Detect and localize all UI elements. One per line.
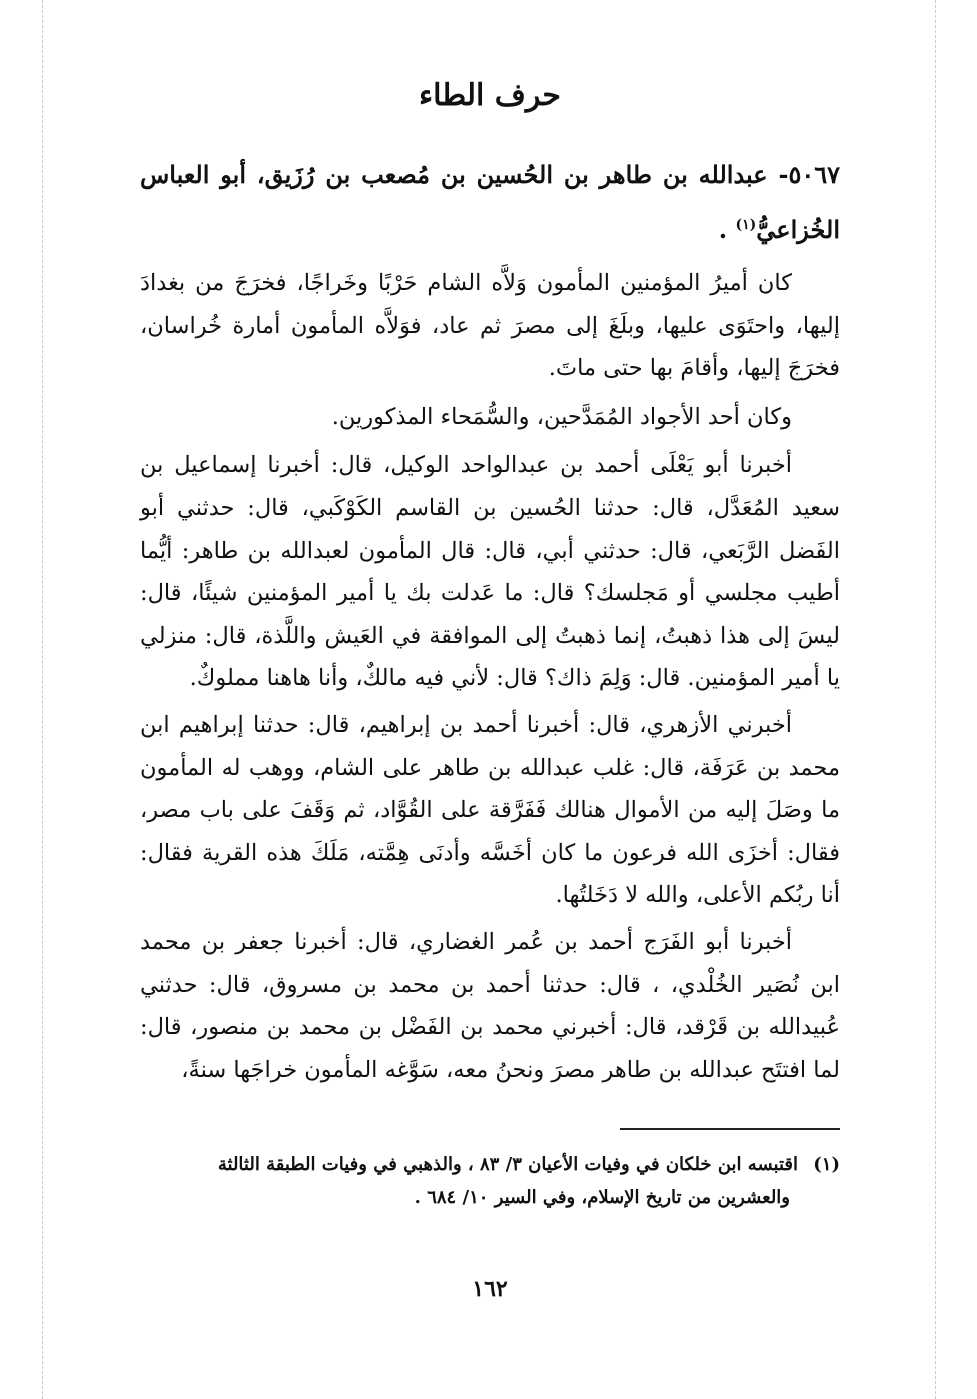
book-page: [140, 0, 840, 1399]
footnote-line-2: والعشرين من تاريخ الإسلام، وفي السير ١٠/ ٦٨٤ .: [414, 1187, 790, 1208]
paragraph-narration-2: أخبرني الأزهري، قال: أخبرنا أحمد بن إبراهيم، قال: حدثنا إبراهيم ابن محمد بن عَرَفَة، قال: غلب عبدالله بن طاهر على الشام، ووهب له المأمون ما وصَلَ إليه من الأموال هنالك فَفَرَّقة على القُوَّاد، ثم وَقَفَ على باب مصر، فقال: أخزَى الله فرعون ما كان أخَسَّه وأدنَى هِمَّته، مَلَكَ هذه القرية فقال: أنا ربُكم الأعلى، والله لا دَخَلتُها.: [140, 711, 840, 909]
paragraph-narration-3: أخبرنا أبو الفَرَج أحمد بن عُمر الغضاري، قال: أخبرنا جعفر بن محمد ابن نُصَير الخُلْدي، ، قال: حدثنا أحمد بن محمد بن مسروق، قال: حدثني عُبيدالله بن قَرْقد، قال: أخبرني محمد بن الفَضْل بن محمد بن منصور، قال: لما افتتَح عبدالله بن طاهر مصرَ ونحنُ معه، سَوَّغه المأمون خراجَها سنةً،: [140, 928, 840, 1083]
body-text: [140, 262, 840, 1095]
paragraph-narration-1: أخبرنا أبو يَعْلَى أحمد بن عبدالواحد الوكيل، قال: أخبرنا إسماعيل بن سعيد المُعَدَّل، قال: حدثنا الحُسين بن القاسم الكَوْكَبي، قال: حدثني أبو الفَضل الرَّبَعي، قال: حدثني أبي، قال: قال المأمون لعبدالله بن طاهر: أيُّما أطيب مجلسي أو مَجلسك؟ قال: ما عَدلت بك يا أمير المؤمنين شيئًا، قال: ليسَ إلى هذا ذهبتُ، إنما ذهبتُ إلى الموافقة في العَيش واللَّذة، قال: منزلي يا أمير المؤمنين. قال: وَلِمَ ذاك؟ قال: لأني فيه مالكٌ، وأنا هاهنا مملوكٌ.: [140, 452, 840, 692]
footnote-separator: [620, 1128, 840, 1130]
page-number: ١٦٢: [472, 1276, 508, 1302]
right-guide-line: [935, 0, 936, 1399]
paragraph-generosity: وكان أحد الأجواد المُمَدَّحين، والسُّمَحاء المذكورين.: [331, 403, 792, 430]
entry-heading-text: ٥٠٦٧- عبدالله بن طاهر بن الحُسين بن مُصعب بن رُزَيق، أبو العباس الخُزاعيُّ: [140, 160, 840, 244]
footnote: [140, 1148, 840, 1214]
chapter-title: حرف الطاء: [419, 78, 561, 113]
footnote-reference: (١): [735, 217, 757, 233]
footnote-line-1: اقتبسه ابن خلكان في وفيات الأعيان ٣/ ٨٣ ، والذهبي في وفيات الطبقة الثالثة: [217, 1154, 798, 1175]
left-guide-line: [42, 0, 43, 1399]
entry-heading: ٥٠٦٧- عبدالله بن طاهر بن الحُسين بن مُصعب بن رُزَيق، أبو العباس الخُزاعيُّ$^{(١)}$ .: [140, 160, 840, 244]
footnote-number: (١): [813, 1154, 840, 1175]
paragraph-biography: كان أميرُ المؤمنين المأمون وَلاَّه الشام حَرْبًا وخَراجًا، فخرَجَ من بغدادَ إليها، واحتَوَى عليها، وبلَغَ إلى مصرَ ثم عاد، فوَلاَّه المأمون أمارة خُراسان، فخرَجَ إليها، وأقامَ بها حتى ماتَ.: [140, 270, 840, 382]
